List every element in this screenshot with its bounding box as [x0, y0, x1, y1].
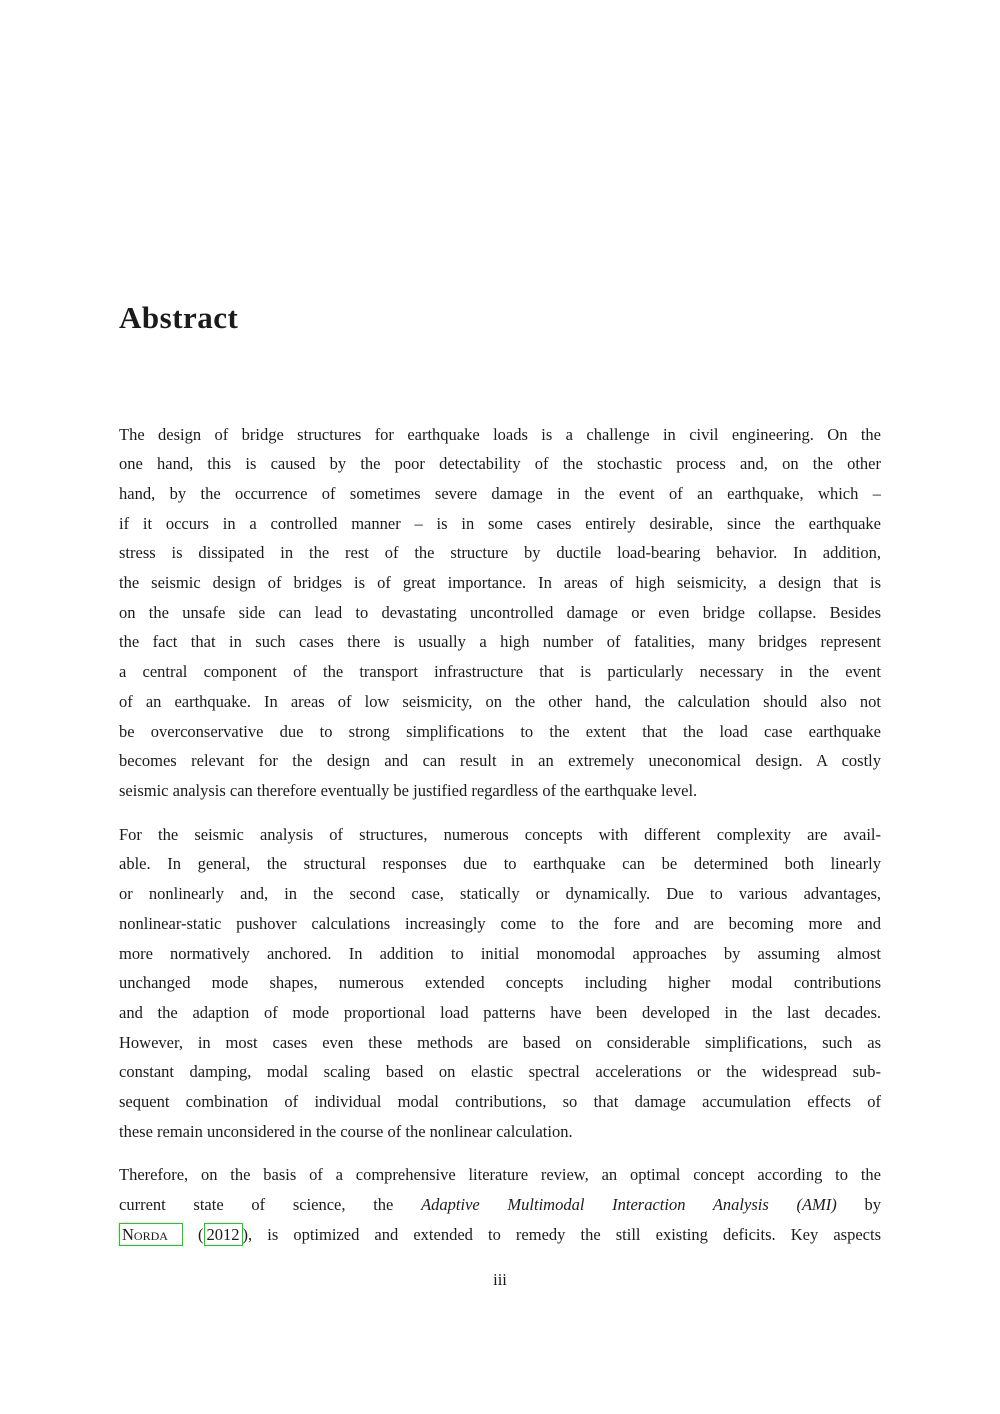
- paragraph-line: seismic analysis can therefore eventually be justified regardless of the earthquake level.: [119, 780, 698, 800]
- paragraph-2: [119, 820, 881, 1147]
- paragraph-line: For the seismic analysis of structures, numerous concepts with different complexity are avail-: [119, 824, 881, 844]
- paragraph-line: on the unsafe side can lead to devastating uncontrolled damage or even bridge collapse. Besides: [119, 602, 881, 622]
- paragraph-line: more normatively anchored. In addition to initial monomodal approaches by assuming almost: [119, 943, 881, 963]
- paragraph-line: able. In general, the structural responses due to earthquake can be determined both linearly: [119, 854, 881, 874]
- paragraph-line: one hand, this is caused by the poor detectability of the stochastic process and, on the other: [119, 454, 881, 474]
- paragraph-line: sequent combination of individual modal contributions, so that damage accumulation effects of: [119, 1092, 881, 1112]
- page-number: iii: [493, 1270, 507, 1289]
- paragraph-line: However, in most cases even these methods are based on considerable simplifications, such as: [119, 1032, 881, 1052]
- paragraph-line: unchanged mode shapes, numerous extended concepts including higher modal contributions: [119, 973, 881, 993]
- paragraph-line: the fact that in such cases there is usually a high number of fatalities, many bridges represent: [119, 632, 881, 652]
- paragraph-line: stress is dissipated in the rest of the structure by ductile load-bearing behavior. In addition,: [119, 543, 881, 563]
- emphasized-term: Adaptive Multimodal Interaction Analysis (AMI): [421, 1195, 837, 1215]
- paragraph-text: current state of science, the: [119, 1195, 422, 1215]
- paragraph-line: be overconservative due to strong simplifications to the extent that the load case earthquake: [119, 721, 881, 741]
- paragraph-line: The design of bridge structures for earthquake loads is a challenge in civil engineering. On the: [119, 424, 881, 444]
- abstract-heading: Abstract: [119, 300, 239, 335]
- paragraph-line: hand, by the occurrence of sometimes severe damage in the event of an earthquake, which –: [119, 483, 881, 503]
- paragraph-line: and the adaption of mode proportional load patterns have been developed in the last decades.: [119, 1002, 881, 1022]
- paragraph-1: [119, 420, 881, 806]
- paragraph-text: by: [836, 1195, 882, 1215]
- paragraph-line: if it occurs in a controlled manner – is in some cases entirely desirable, since the earthquake: [119, 513, 881, 533]
- paragraph-line: constant damping, modal scaling based on elastic spectral accelerations or the widespread sub-: [119, 1062, 881, 1082]
- paragraph-line: or nonlinearly and, in the second case, statically or dynamically. Due to various advantages,: [119, 884, 881, 904]
- paragraph-line: a central component of the transport infrastructure that is particularly necessary in the event: [119, 662, 881, 682]
- paragraph-3: [119, 1160, 881, 1249]
- paragraph-line: of an earthquake. In areas of low seismicity, on the other hand, the calculation should also not: [119, 691, 881, 711]
- citation-author-link[interactable]: Norda: [119, 1223, 183, 1246]
- paragraph-text: ), is optimized and extended to remedy the still existing deficits. Key aspects: [242, 1224, 881, 1244]
- paragraph-line: Therefore, on the basis of a comprehensive literature review, an optimal concept according to the: [119, 1165, 881, 1185]
- paragraph-line: [119, 1190, 881, 1220]
- paragraph-text: (: [182, 1224, 204, 1244]
- citation-year-link[interactable]: 2012: [204, 1223, 243, 1246]
- paragraph-line: becomes relevant for the design and can result in an extremely uneconomical design. A costly: [119, 751, 881, 771]
- paragraph-line: the seismic design of bridges is of great importance. In areas of high seismicity, a design that is: [119, 573, 881, 593]
- paragraph-line: nonlinear-static pushover calculations increasingly come to the fore and are becoming more and: [119, 913, 881, 933]
- paragraph-line: these remain unconsidered in the course of the nonlinear calculation.: [119, 1121, 573, 1141]
- paragraph-line: [119, 1220, 881, 1250]
